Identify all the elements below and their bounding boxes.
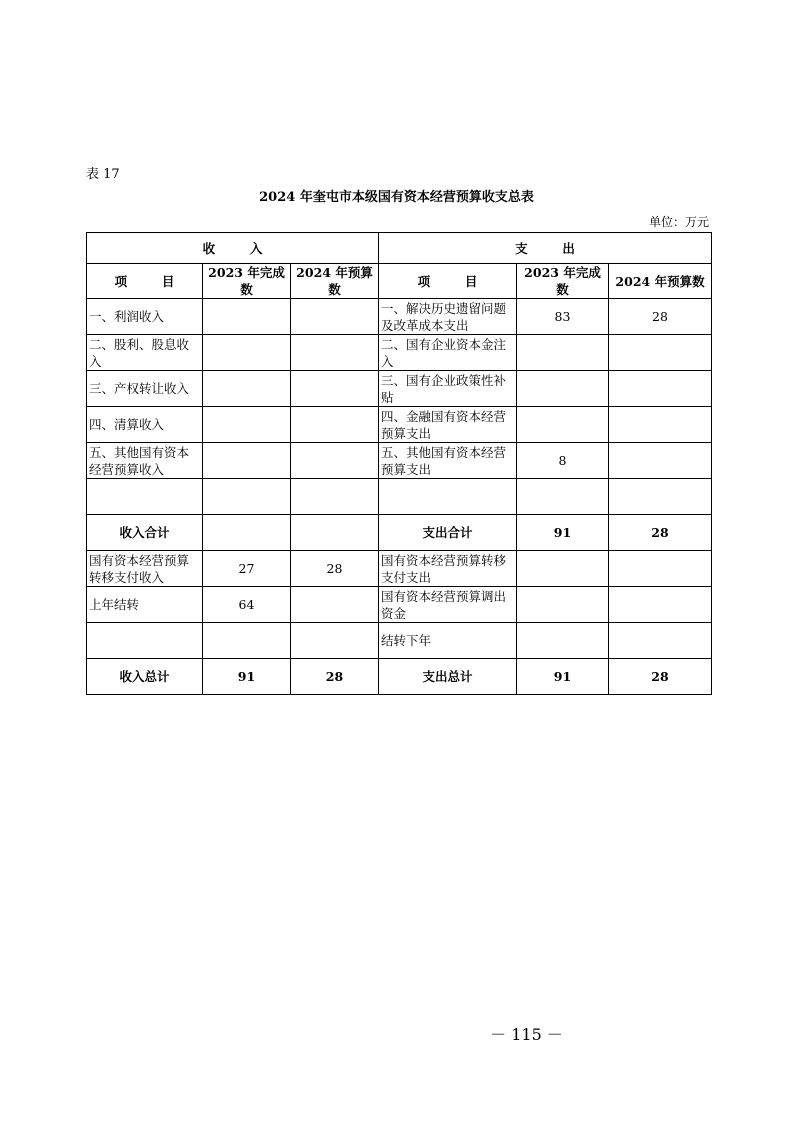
expense-2024-value — [609, 407, 712, 443]
income-2024-value — [291, 443, 379, 479]
table-row — [87, 479, 712, 515]
income-2023-value — [203, 407, 291, 443]
income-2024-value — [291, 371, 379, 407]
table-row — [87, 299, 712, 335]
income-2024-value — [291, 587, 379, 623]
table-row — [87, 551, 712, 587]
expense-item: 国有资本经营预算转移支付支出 — [379, 551, 517, 587]
income-2024-header: 2024 年预算数 — [291, 264, 379, 299]
expense-2023-value — [517, 335, 609, 371]
expense-2024-header: 2024 年预算数 — [609, 264, 712, 299]
expense-item-header: 项 目 — [379, 264, 517, 299]
expense-item: 一、解决历史遗留问题及改革成本支出 — [379, 299, 517, 335]
income-item — [87, 623, 203, 659]
expense-2023-value — [517, 551, 609, 587]
income-item: 五、其他国有资本经营预算收入 — [87, 443, 203, 479]
table-title: 2024 年奎屯市本级国有资本经营预算收支总表 — [259, 190, 534, 205]
expense-2023-value — [517, 623, 609, 659]
income-total-2023: 91 — [203, 659, 291, 695]
income-total-2024: 28 — [291, 659, 379, 695]
income-2023-value — [203, 335, 291, 371]
income-item: 二、股利、股息收入 — [87, 335, 203, 371]
income-section-header: 收 入 — [87, 233, 379, 264]
income-2023-value: 64 — [203, 587, 291, 623]
income-2024-value — [291, 479, 379, 515]
column-header-row — [87, 264, 712, 299]
expense-2023-value: 8 — [517, 443, 609, 479]
table-row — [87, 371, 712, 407]
income-2023-value — [203, 299, 291, 335]
income-total-label: 收入总计 — [87, 659, 203, 695]
unit-label: 单位：万元 — [648, 215, 709, 229]
total-row — [87, 659, 712, 695]
expense-item: 四、金融国有资本经营预算支出 — [379, 407, 517, 443]
expense-subtotal-2023: 91 — [517, 515, 609, 551]
subtotal-row — [87, 515, 712, 551]
expense-2024-value — [609, 551, 712, 587]
income-2023-value — [203, 623, 291, 659]
income-2024-value — [291, 299, 379, 335]
income-item — [87, 479, 203, 515]
income-item: 国有资本经营预算转移支付收入 — [87, 551, 203, 587]
expense-2023-value — [517, 479, 609, 515]
expense-2024-value — [609, 479, 712, 515]
expense-item: 三、国有企业政策性补贴 — [379, 371, 517, 407]
expense-item: 国有资本经营预算调出资金 — [379, 587, 517, 623]
income-2023-value — [203, 443, 291, 479]
income-subtotal-label: 收入合计 — [87, 515, 203, 551]
expense-total-2024: 28 — [609, 659, 712, 695]
expense-2023-value — [517, 407, 609, 443]
income-2023-value — [203, 479, 291, 515]
expense-2024-value — [609, 443, 712, 479]
income-subtotal-2024 — [291, 515, 379, 551]
budget-table — [86, 232, 712, 695]
expense-2024-value: 28 — [609, 299, 712, 335]
expense-2023-value — [517, 371, 609, 407]
income-2024-value — [291, 623, 379, 659]
income-item: 一、利润收入 — [87, 299, 203, 335]
expense-item: 结转下年 — [379, 623, 517, 659]
expense-2024-value — [609, 371, 712, 407]
income-item: 上年结转 — [87, 587, 203, 623]
expense-total-label: 支出总计 — [379, 659, 517, 695]
income-2023-header: 2023 年完成数 — [203, 264, 291, 299]
income-item: 四、清算收入 — [87, 407, 203, 443]
page-number: － 115 － — [490, 1025, 563, 1044]
expense-item: 二、国有企业资本金注入 — [379, 335, 517, 371]
table-number: 表 17 — [86, 167, 120, 182]
income-2024-value — [291, 407, 379, 443]
expense-item — [379, 479, 517, 515]
expense-2024-value — [609, 335, 712, 371]
table-row — [87, 623, 712, 659]
income-2023-value — [203, 371, 291, 407]
expense-2023-value: 83 — [517, 299, 609, 335]
table-row — [87, 407, 712, 443]
expense-section-header: 支 出 — [379, 233, 712, 264]
income-item-header: 项 目 — [87, 264, 203, 299]
expense-total-2023: 91 — [517, 659, 609, 695]
income-2024-value: 28 — [291, 551, 379, 587]
income-2024-value — [291, 335, 379, 371]
expense-2023-value — [517, 587, 609, 623]
table-row — [87, 335, 712, 371]
income-item: 三、产权转让收入 — [87, 371, 203, 407]
expense-subtotal-label: 支出合计 — [379, 515, 517, 551]
section-header-row — [87, 233, 712, 264]
expense-2023-header: 2023 年完成数 — [517, 264, 609, 299]
expense-subtotal-2024: 28 — [609, 515, 712, 551]
expense-2024-value — [609, 623, 712, 659]
expense-2024-value — [609, 587, 712, 623]
table-row — [87, 587, 712, 623]
income-2023-value: 27 — [203, 551, 291, 587]
income-subtotal-2023 — [203, 515, 291, 551]
table-row — [87, 443, 712, 479]
expense-item: 五、其他国有资本经营预算支出 — [379, 443, 517, 479]
